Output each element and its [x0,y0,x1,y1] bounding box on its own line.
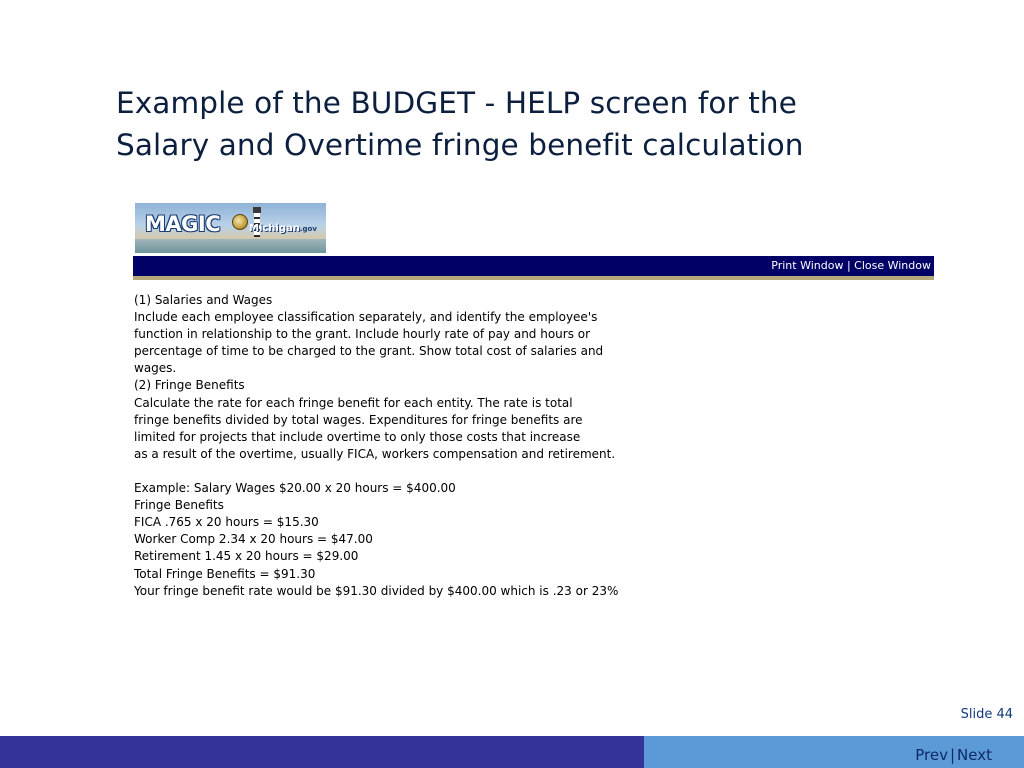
slide-title-line-2: Salary and Overtime fringe benefit calculation [116,128,804,162]
help-line: as a result of the overtime, usually FICA, workers compensation and retirement. [134,446,616,461]
slide-title [116,82,936,166]
help-line: (1) Salaries and Wages [134,293,273,307]
prev-link[interactable]: Prev [915,746,948,764]
close-window-link[interactable]: Close Window [854,259,931,272]
help-line: function in relationship to the grant. Include hourly rate of pay and hours or [134,327,591,342]
help-line: wages. [134,361,177,376]
help-line: Calculate the rate for each fringe benefit for each entity. The rate is total [134,395,573,410]
footer-bar-left [0,736,644,768]
help-line: percentage of time to be charged to the grant. Show total cost of salaries and [134,344,604,359]
help-line: FICA .765 x 20 hours = $15.30 [134,515,319,530]
help-line: fringe benefits divided by total wages. Expenditures for fringe benefits are [134,412,583,427]
help-line: Fringe Benefits [134,498,224,513]
footer-nav-separator: | [949,746,956,764]
michigan-seal-icon [232,214,248,230]
help-line-blank [134,463,934,480]
print-window-link[interactable]: Print Window [771,259,844,272]
logo-brand-text: MAGIC [145,212,221,236]
help-line: Total Fringe Benefits = $91.30 [134,566,316,581]
help-window-navbar [133,256,934,280]
help-line: Worker Comp 2.34 x 20 hours = $47.00 [134,532,373,547]
slide-title-line-1: Example of the BUDGET - HELP screen for the [116,86,797,120]
help-line: Your fringe benefit rate would be $91.30 divided by $400.00 which is .23 or 23% [134,583,619,598]
navbar-separator: | [843,259,855,272]
slide-number: Slide 44 [960,707,1013,722]
help-text-body [134,292,934,600]
navbar-links [771,259,931,272]
help-line: limited for projects that include overtime to only those costs that increase [134,429,581,444]
help-line: Example: Salary Wages $20.00 x 20 hours = $400.00 [134,481,456,496]
help-line: Include each employee classification separately, and identify the employee's [134,310,598,325]
next-link[interactable]: Next [957,746,992,764]
logo-site-text: Michigan.gov [249,223,317,234]
magic-michigan-logo [135,203,326,253]
help-line: Retirement 1.45 x 20 hours = $29.00 [134,549,359,564]
logo-water-band [135,239,326,253]
footer-nav [915,746,992,764]
help-line: (2) Fringe Benefits [134,378,245,393]
